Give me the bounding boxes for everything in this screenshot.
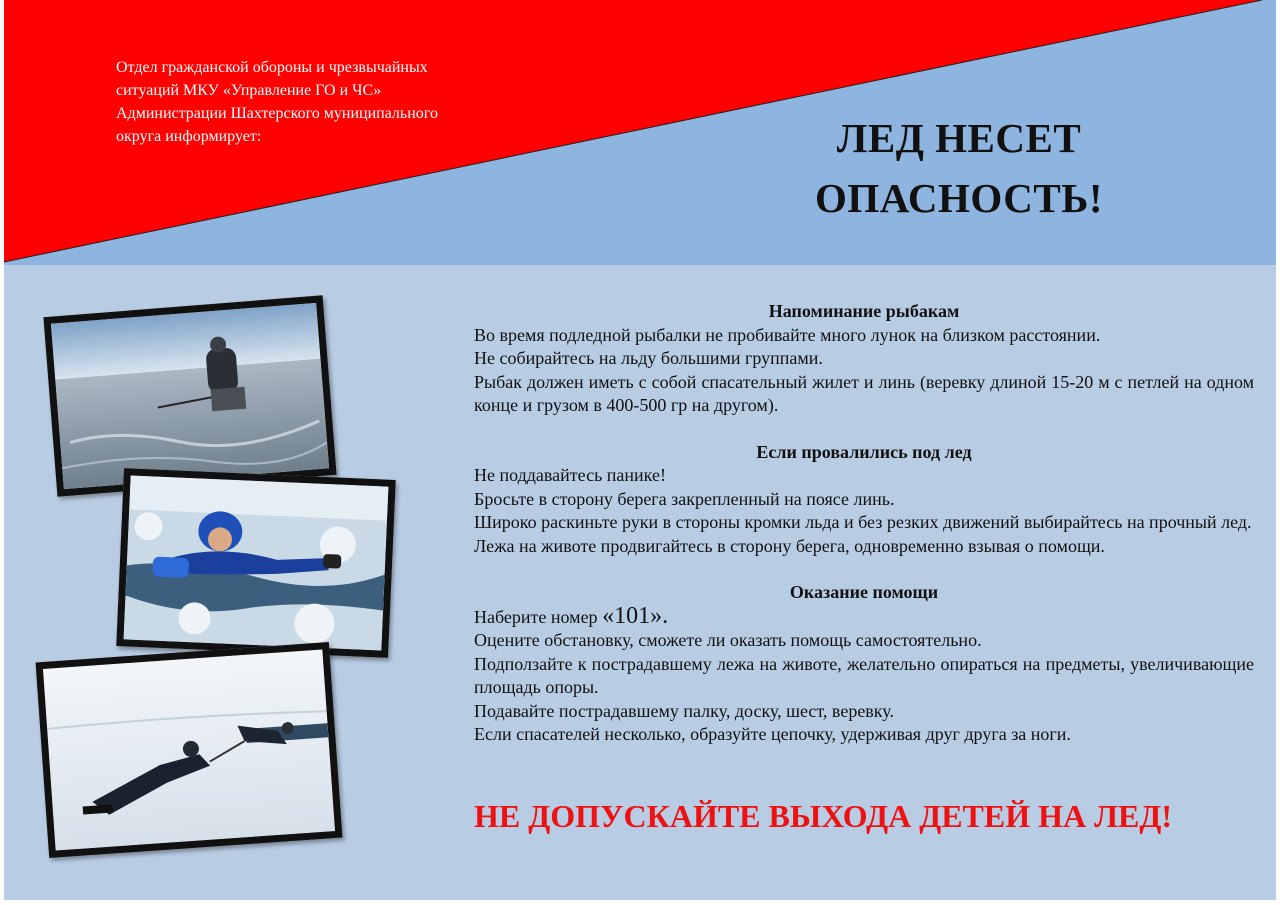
instructions xyxy=(474,300,1254,747)
org-line: Администрации Шахтерского муниципального xyxy=(116,105,438,122)
children-warning: НЕ ДОПУСКАЙТЕ ВЫХОДА ДЕТЕЙ НА ЛЕД! xyxy=(474,798,1172,834)
emergency-number: «101». xyxy=(602,602,669,629)
title-line: ОПАСНОСТЬ! xyxy=(815,175,1103,221)
fell-through-line: Бросьте в сторону берега закрепленный на поясе линь. xyxy=(474,488,895,509)
help-call-line xyxy=(474,602,1254,630)
call-prefix: Наберите номер xyxy=(474,606,603,627)
ice-rescue-photo xyxy=(36,642,343,858)
fishermen-line: Во время подледной рыбалки не пробивайте много лунок на близком расстоянии. xyxy=(474,324,1101,345)
section-title-fell-through: Если провалились под лед xyxy=(756,441,972,462)
fell-through-line: Лежа на животе продвигайтесь в сторону берега, одновременно взывая о помощи. xyxy=(474,535,1105,556)
person-in-ice-water-photo xyxy=(116,468,396,658)
help-line: Оцените обстановку, сможете ли оказать помощь самостоятельно. xyxy=(474,630,982,650)
fell-through-line: Не поддавайтесь панике! xyxy=(474,465,666,485)
fishermen-line: Рыбак должен иметь с собой спасательный жилет и линь (веревку длиной 15-20 м с петлей на одном конце и грузом в 400-500 гр на другом). xyxy=(474,371,1254,415)
fell-through-line: Широко раскиньте руки в стороны кромки льда и без резких движений выбирайтесь на прочный лед. xyxy=(474,512,1252,532)
org-line: округа информирует: xyxy=(116,128,262,145)
org-line: ситуаций МКУ «Управление ГО и ЧС» xyxy=(116,82,382,99)
help-line: Если спасателей несколько, образуйте цепочку, удерживая друг друга за ноги. xyxy=(474,724,1071,744)
section-title-help: Оказание помощи xyxy=(789,582,939,602)
fishermen-line: Не собирайтесь на льду большими группами. xyxy=(474,348,823,368)
poster-title xyxy=(764,108,1154,228)
section-title-fishermen: Напоминание рыбакам xyxy=(768,301,960,321)
title-line: ЛЕД НЕСЕТ xyxy=(836,115,1082,161)
help-line: Подползайте к пострадавшему лежа на животе, желательно опираться на предметы, увеличивающие площадь опоры. xyxy=(474,653,1254,697)
organization-notice xyxy=(116,56,516,148)
poster-page xyxy=(4,0,1276,900)
org-line: Отдел гражданской обороны и чрезвычайных xyxy=(116,59,428,76)
ice-fisherman-photo xyxy=(43,295,336,496)
help-line: Подавайте пострадавшему палку, доску, шест, веревку. xyxy=(474,700,894,721)
